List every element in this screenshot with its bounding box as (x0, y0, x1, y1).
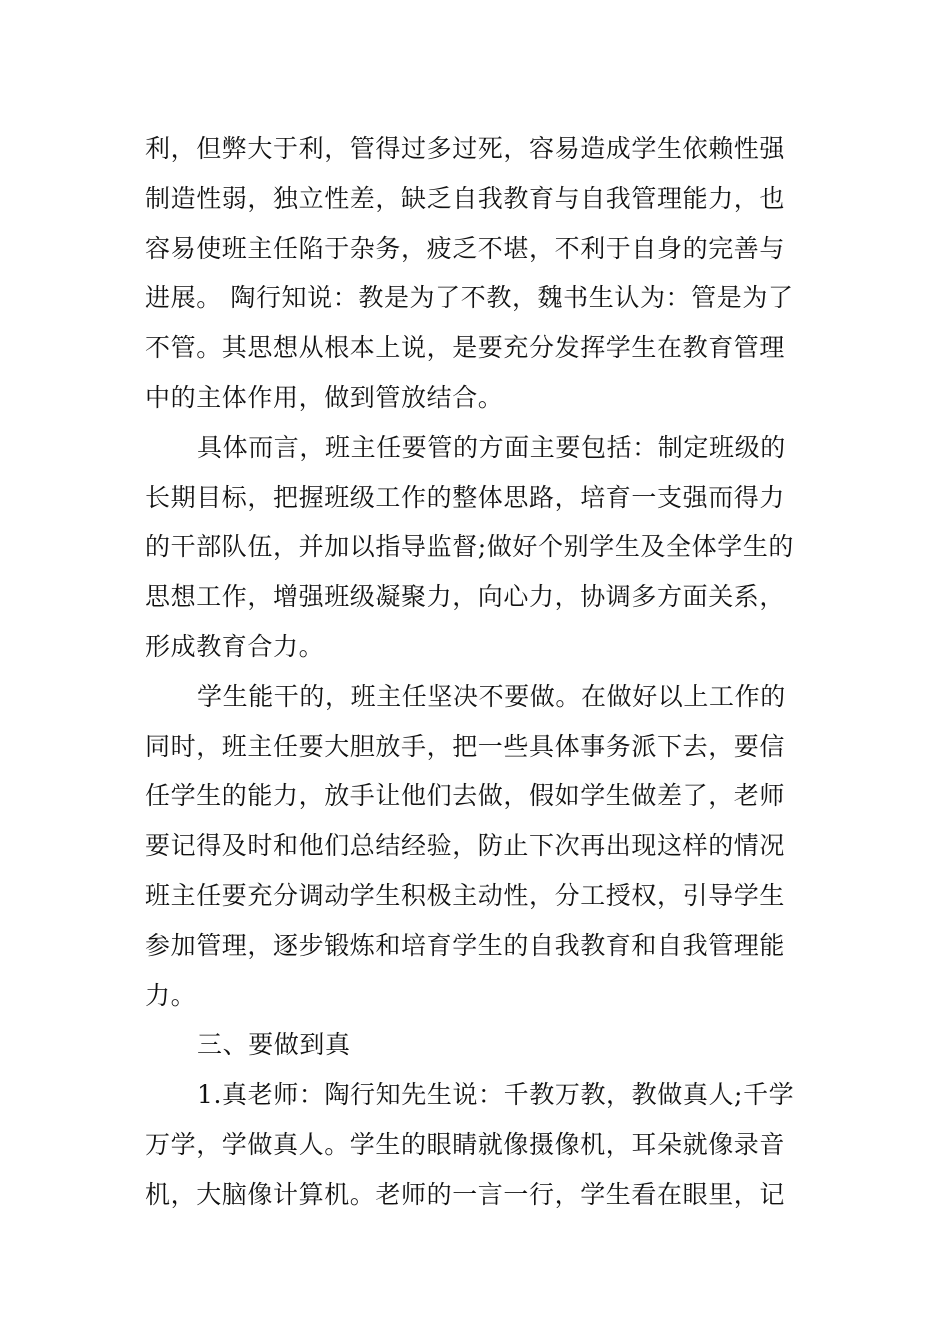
text-line: 思想工作，增强班级凝聚力，向心力，协调多方面关系， (145, 582, 786, 612)
body-text (145, 124, 810, 1220)
text-line: 长期目标，把握班级工作的整体思路，培育一支强而得力 (145, 482, 786, 512)
text-line: 参加管理，逐步锻炼和培育学生的自我教育和自我管理能 (145, 930, 786, 960)
text-line: 制造性弱，独立性差，缺乏自我教育与自我管理能力，也 (145, 183, 786, 213)
text-line: 机，大脑像计算机。老师的一言一行，学生看在眼里，记 (145, 1179, 786, 1209)
text-line: 不管。其思想从根本上说，是要充分发挥学生在教育管理 (145, 333, 786, 363)
text-line: 进展。 陶行知说：教是为了不教，魏书生认为：管是为了 (145, 283, 794, 313)
text-line: 班主任要充分调动学生积极主动性，分工授权，引导学生 (145, 880, 786, 910)
text-line: 1.真老师：陶行知先生说：千教万教，教做真人;千学 (197, 1080, 795, 1110)
text-line: 具体而言，班主任要管的方面主要包括：制定班级的 (197, 432, 786, 462)
section-heading: 三、要做到真 (197, 1030, 351, 1060)
text-line: 万学，学做真人。学生的眼睛就像摄像机，耳朵就像录音 (145, 1129, 786, 1159)
text-line: 要记得及时和他们总结经验，防止下次再出现这样的情况 (145, 831, 786, 861)
text-line: 形成教育合力。 (145, 631, 325, 661)
text-line: 任学生的能力，放手让他们去做，假如学生做差了，老师 (145, 781, 786, 811)
text-line: 利，但弊大于利，管得过多过死，容易造成学生依赖性强 (145, 134, 786, 163)
text-line: 中的主体作用，做到管放结合。 (145, 382, 504, 412)
text-line: 力。 (145, 980, 197, 1010)
text-line: 同时，班主任要大胆放手，把一些具体事务派下去，要信 (145, 731, 786, 761)
text-line: 的干部队伍，并加以指导监督;做好个别学生及全体学生的 (145, 532, 795, 562)
text-line: 容易使班主任陷于杂务，疲乏不堪，不利于自身的完善与 (145, 233, 786, 263)
text-line: 学生能干的，班主任坚决不要做。在做好以上工作的 (197, 681, 786, 711)
